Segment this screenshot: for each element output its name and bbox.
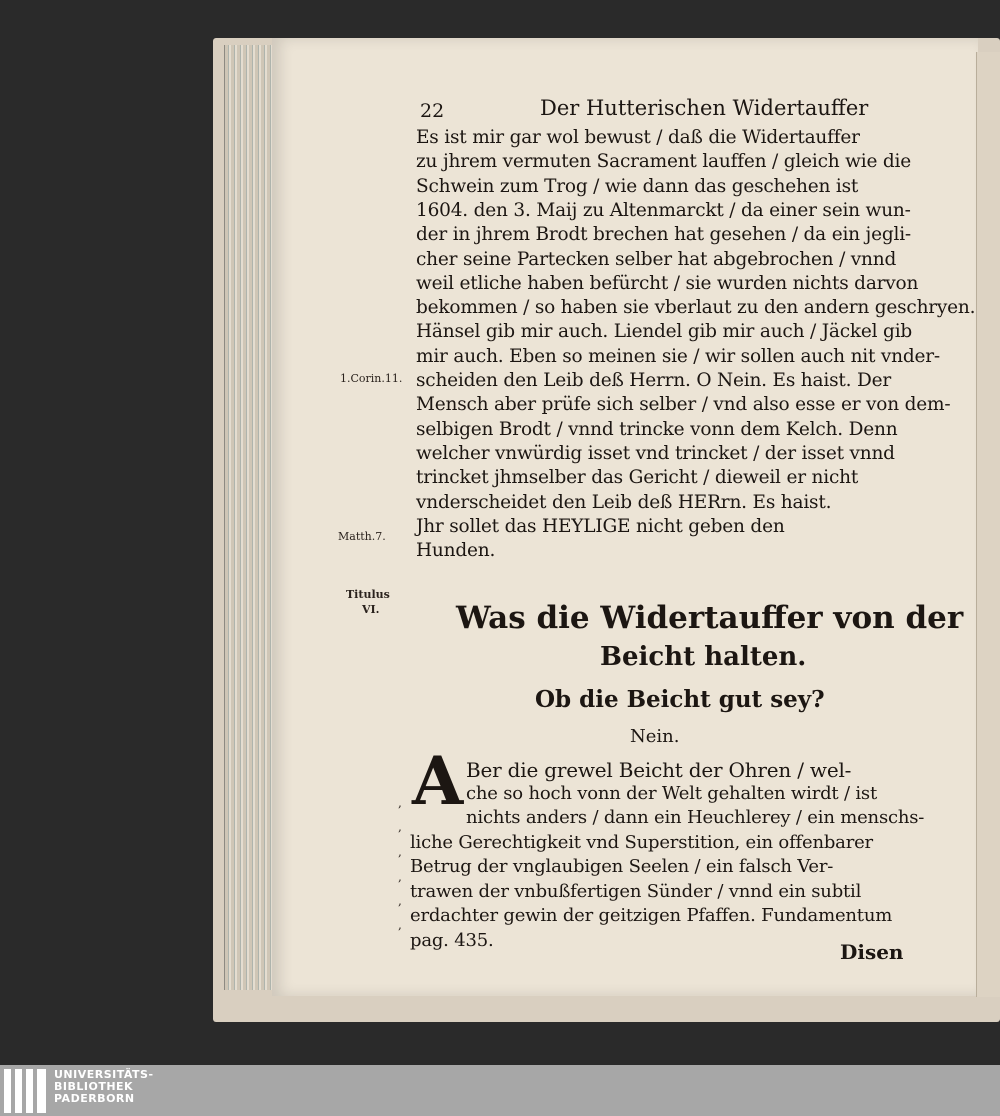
library-logo (4, 1069, 50, 1113)
section-line: Betrug der vnglaubigen Seelen / ein falsch Ver- (410, 856, 834, 877)
body-line: Hunden. (416, 540, 496, 562)
body-line: trincket jhmselber das Gericht / dieweil er nicht (416, 467, 859, 489)
margin-note-titulus: Titulus (346, 588, 390, 601)
body-line: Es ist mir gar wol bewust / daß die Widertauffer (416, 127, 860, 148)
body-line: cher seine Partecken selber hat abgebrochen / vnnd (416, 248, 897, 270)
body-line: zu jhrem vermuten Sacrament lauffen / gleich wie die (416, 151, 912, 173)
page-number: 22 (420, 100, 445, 122)
margin-mark: , (398, 894, 402, 908)
section-line: che so hoch vonn der Welt gehalten wirdt / ist (466, 782, 877, 804)
margin-note-corinthians: 1.Corin.11. (340, 372, 403, 385)
margin-mark: , (398, 870, 402, 884)
section-line: erdachter gewin der geitzigen Pfaffen. Fundamentum (410, 905, 893, 926)
section-question: Ob die Beicht gut sey? (535, 686, 825, 713)
body-line: selbigen Brodt / vnnd trincke vonn dem Kelch. Denn (416, 418, 898, 440)
body-line: welcher vnwürdig isset vnd trincket / der isset vnnd (416, 442, 895, 464)
margin-mark: , (398, 918, 402, 932)
margin-note-titulus-number: VI. (362, 603, 380, 616)
running-title: Der Hutterischen Widertauffer (540, 96, 869, 120)
section-line: trawen der vnbußfertigen Sünder / vnnd ein subtil (410, 880, 862, 902)
section-answer: Nein. (630, 726, 680, 747)
body-line: mir auch. Eben so meinen sie / wir sollen auch nit vnder- (416, 345, 940, 367)
next-page-edge (976, 52, 1000, 997)
section-title-line-1: Was die Widertauffer von der (456, 600, 964, 636)
body-line: Mensch aber prüfe sich selber / vnd also esse er von dem- (416, 394, 951, 416)
margin-note-matthew: Matth.7. (338, 530, 386, 543)
margin-mark: , (398, 845, 402, 859)
catchword: Disen (840, 940, 904, 964)
library-name-line-2: BIBLIOTHEK (54, 1080, 134, 1093)
body-line: der in jhrem Brodt brechen hat gesehen / da ein jegli- (416, 224, 911, 246)
section-line: liche Gerechtigkeit vnd Superstition, ein offenbarer (410, 831, 873, 853)
section-title-line-2: Beicht halten. (600, 642, 807, 672)
body-line: weil etliche haben befürcht / sie wurden nichts darvon (416, 272, 919, 294)
body-line: Hänsel gib mir auch. Liendel gib mir auch / Jäckel gib (416, 321, 913, 343)
body-line: bekommen / so haben sie vberlaut zu den andern geschryen. (416, 297, 976, 319)
body-line: vnderscheidet den Leib deß HERrn. Es haist. (416, 491, 832, 513)
body-line: Schwein zum Trog / wie dann das geschehen ist (416, 175, 859, 197)
body-line: 1604. den 3. Maij zu Altenmarckt / da einer sein wun- (416, 199, 911, 221)
library-name-line-3: PADERBORN (54, 1092, 135, 1105)
body-line: Jhr sollet das HEYLIGE nicht geben den (416, 515, 785, 537)
library-name-line-1: UNIVERSITÄTS- (54, 1068, 154, 1081)
drop-cap: A (412, 742, 464, 820)
margin-mark: , (398, 820, 402, 834)
section-line: pag. 435. (410, 929, 494, 951)
section-line: nichts anders / dann ein Heuchlerey / ein menschs- (466, 807, 925, 828)
body-line: scheiden den Leib deß Herrn. O Nein. Es haist. Der (416, 370, 891, 391)
margin-mark: , (398, 796, 402, 810)
section-line: Ber die grewel Beicht der Ohren / wel- (466, 758, 852, 782)
